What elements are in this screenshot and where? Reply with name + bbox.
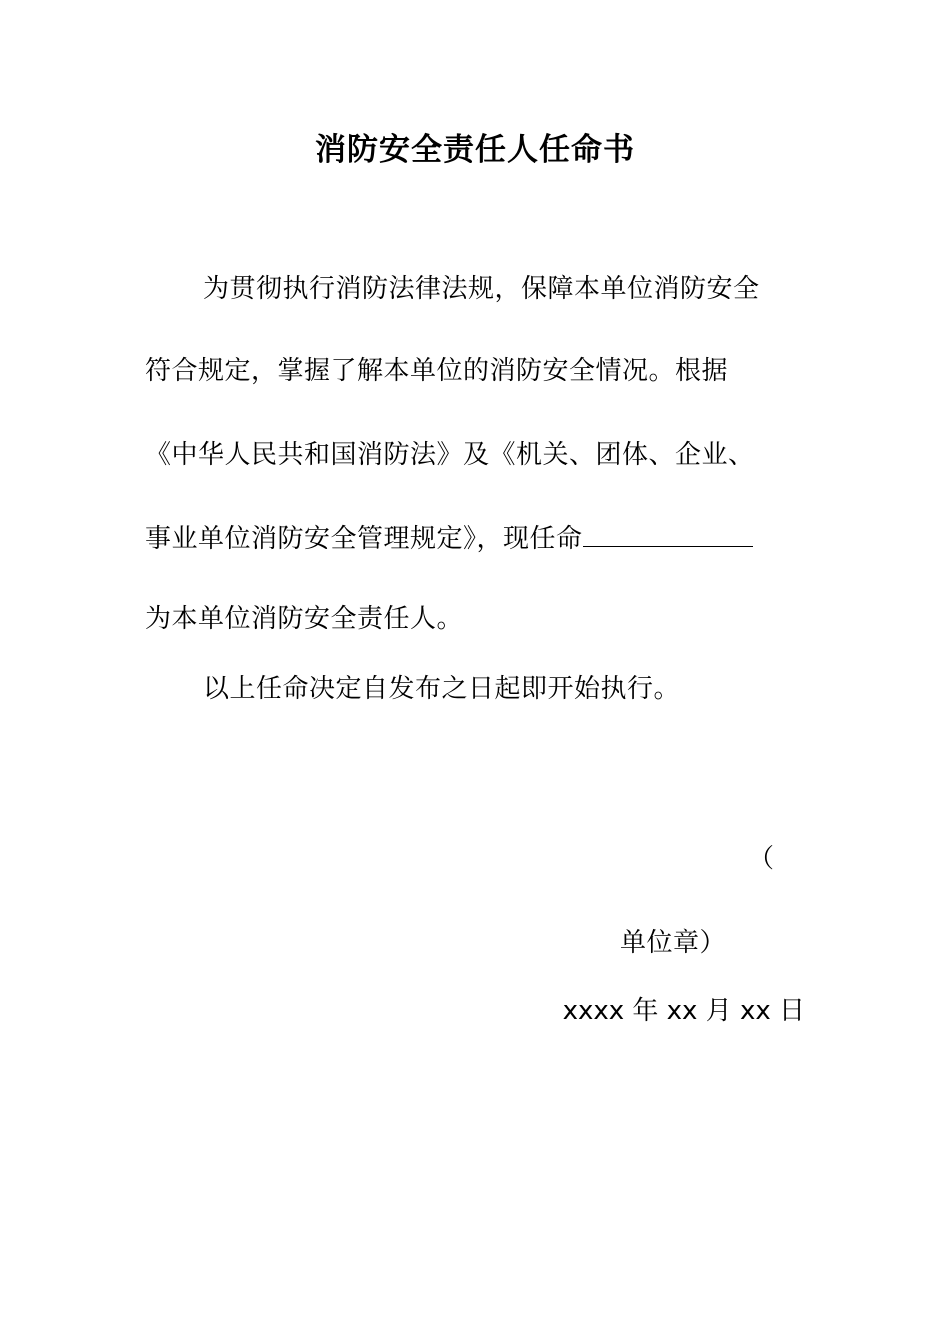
paragraph-1-line-4 (145, 518, 810, 558)
paragraph-1-line-3: 《中华人民共和国消防法》及《机关、团体、企业、 (145, 440, 755, 470)
appointee-name-blank (583, 518, 753, 547)
paragraph-1-line-1: 为贯彻执行消防法律法规，保障本单位消防安全 (203, 274, 760, 304)
seal-open-paren: （ (748, 844, 775, 874)
document-title: 消防安全责任人任命书 (315, 132, 635, 168)
seal-label: 单位章） (620, 928, 727, 958)
paragraph-2: 以上任命决定自发布之日起即开始执行。 (203, 674, 681, 704)
appointment-clause: 事业单位消防安全管理规定》，现任命 (145, 524, 583, 554)
signing-date: xxxx 年 xx 月 xx 日 (562, 996, 805, 1026)
paragraph-1-line-5: 为本单位消防安全责任人。 (145, 604, 464, 634)
paragraph-1-line-2: 符合规定，掌握了解本单位的消防安全情况。根据 (145, 356, 729, 386)
